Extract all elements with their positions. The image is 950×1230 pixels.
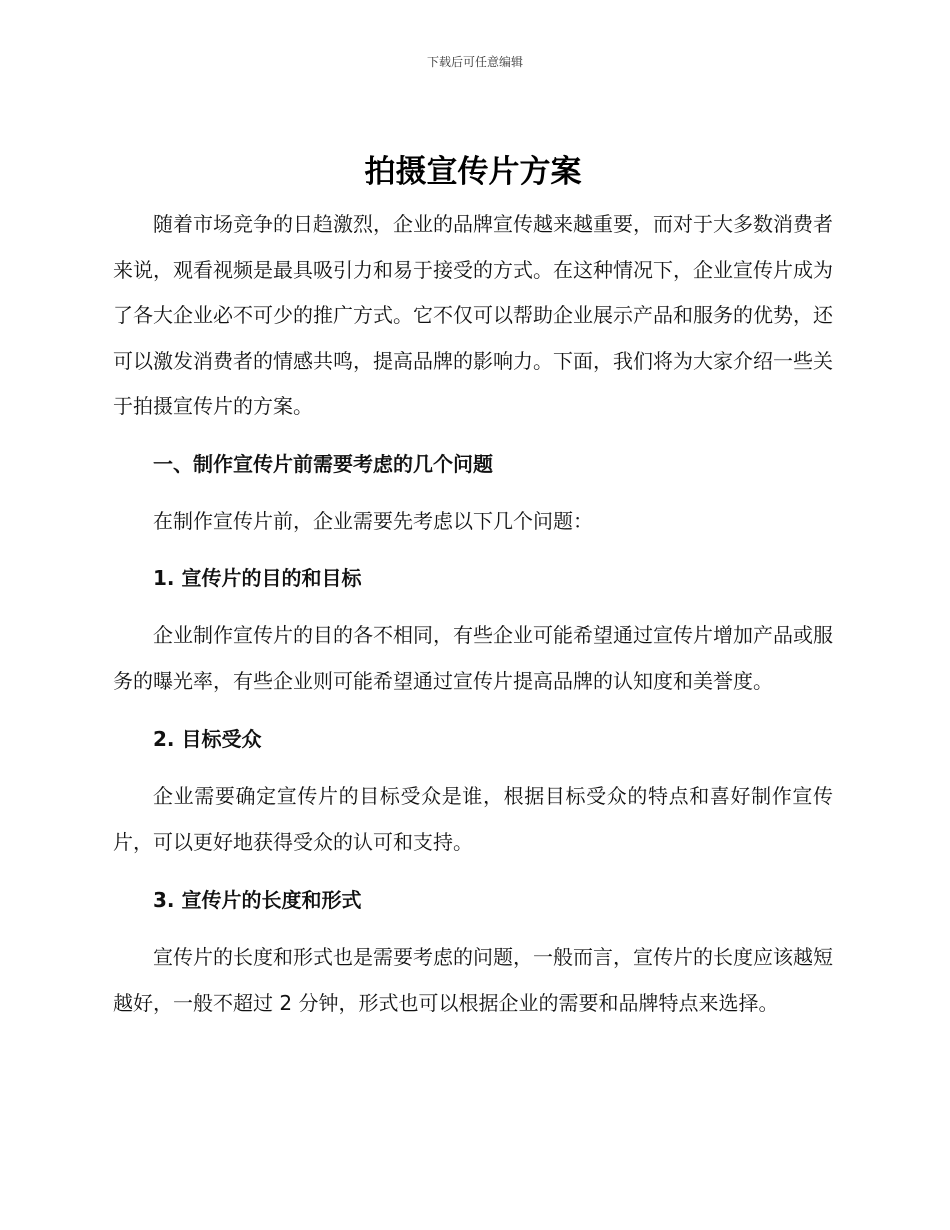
item1-heading: 1. 宣传片的目的和目标 <box>153 566 362 590</box>
spacer <box>113 762 833 774</box>
item3-heading: 3. 宣传片的长度和形式 <box>153 888 362 912</box>
spacer <box>113 704 833 717</box>
item1-body: 企业制作宣传片的目的各不相同，有些企业可能希望通过宣传片增加产品或服务的曝光率，有些企业则可能希望通过宣传片提高品牌的认知度和美誉度。 <box>113 623 833 693</box>
item2-heading: 2. 目标受众 <box>153 727 262 751</box>
spacer <box>113 601 833 613</box>
document-content <box>113 150 833 1026</box>
intro-paragraph: 随着市场竞争的日趋激烈，企业的品牌宣传越来越重要，而对于大多数消费者来说，观看视频是最具吸引力和易于接受的方式。在这种情况下，企业宣传片成为了各大企业必不可少的推广方式。它不仅可以帮助企业展示产品和服务的优势，还可以激发消费者的情感共鸣，提高品牌的影响力。下面，我们将为大家介绍一些关于拍摄宣传片的方案。 <box>113 212 833 418</box>
section1-heading: 一、制作宣传片前需要考虑的几个问题 <box>153 451 493 476</box>
spacer <box>113 487 833 499</box>
spacer <box>113 923 833 935</box>
section1-intro: 在制作宣传片前，企业需要先考虑以下几个问题： <box>153 508 593 533</box>
item2-body: 企业需要确定宣传片的目标受众是谁，根据目标受众的特点和喜好制作宣传片，可以更好地获得受众的认可和支持。 <box>113 784 833 854</box>
spacer <box>113 544 833 556</box>
header-note: 下载后可任意编辑 <box>426 55 523 69</box>
spacer <box>113 430 833 442</box>
document-title: 拍摄宣传片方案 <box>364 154 582 190</box>
item3-body: 宣传片的长度和形式也是需要考虑的问题，一般而言，宣传片的长度应该越短越好，一般不超过 2 分钟，形式也可以根据企业的需要和品牌特点来选择。 <box>113 945 833 1015</box>
spacer <box>113 865 833 878</box>
